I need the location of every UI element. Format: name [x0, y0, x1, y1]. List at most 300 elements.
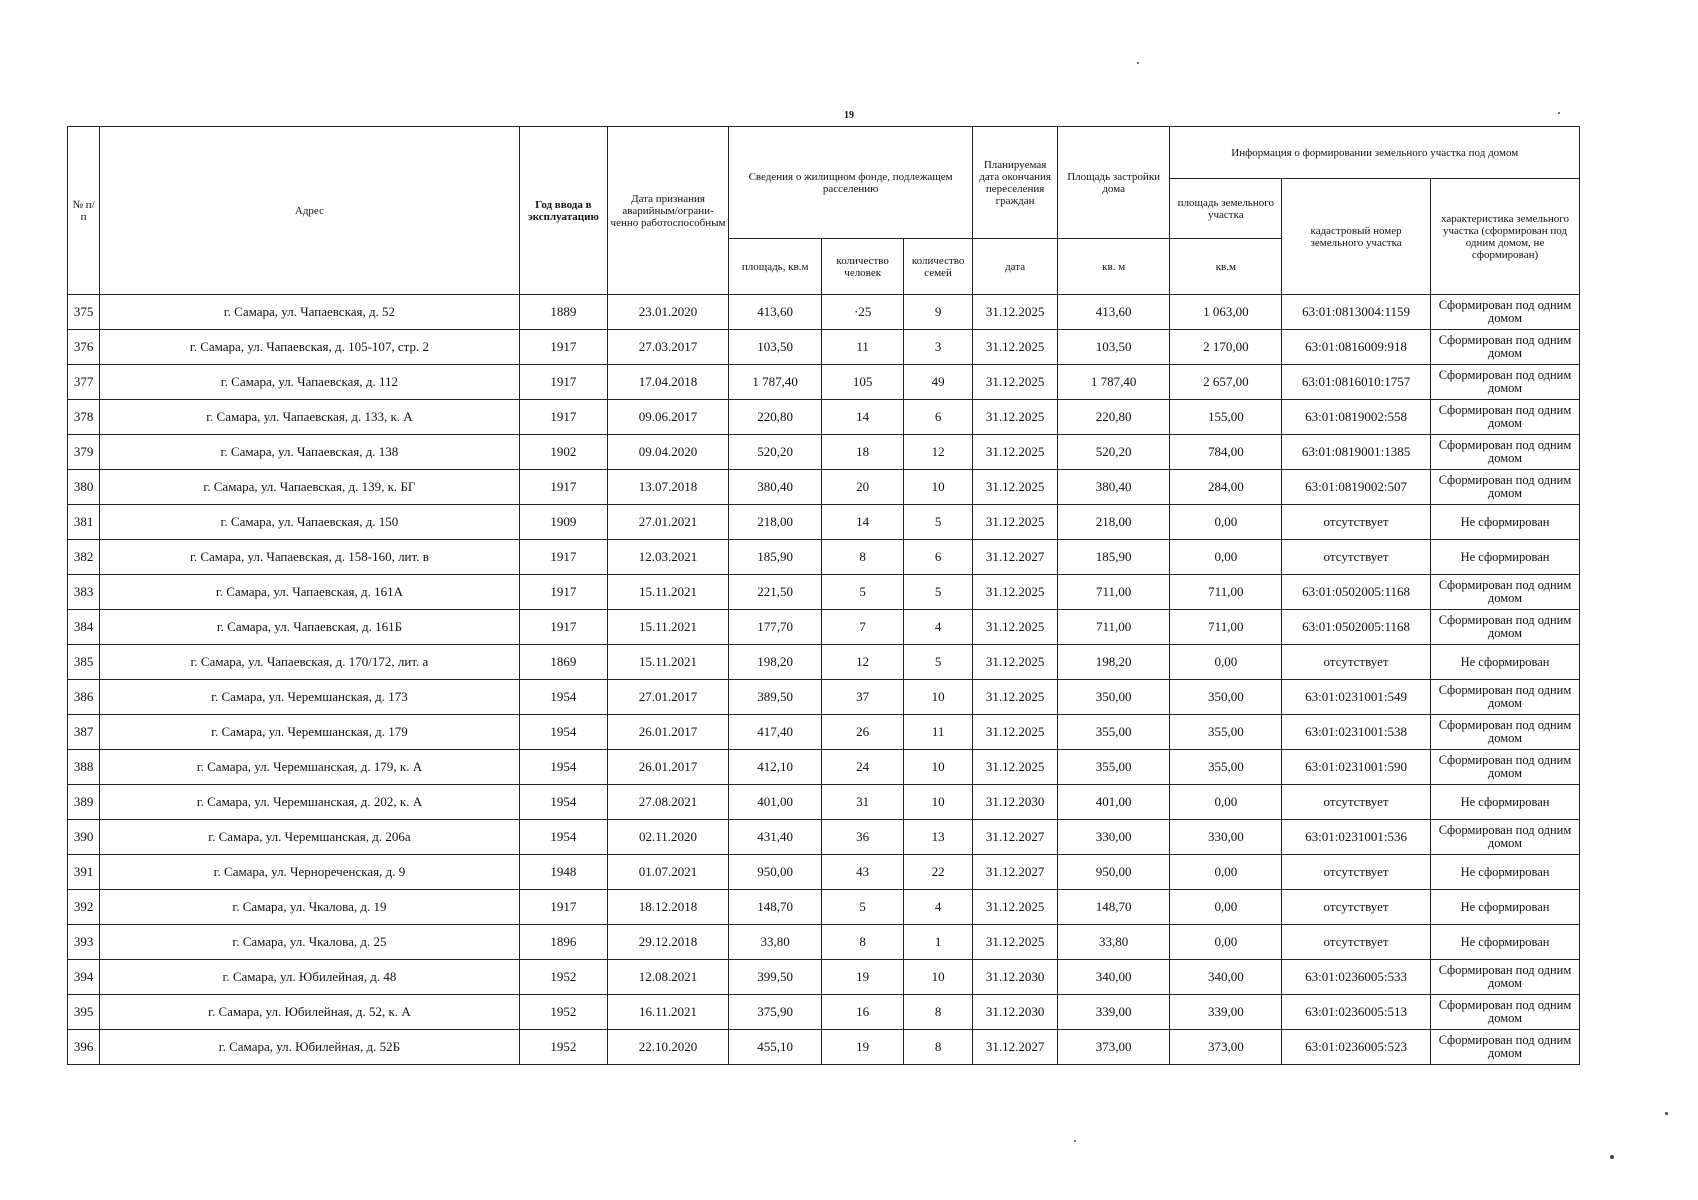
- row-number: 376: [68, 330, 100, 365]
- families-cell: 49: [903, 365, 972, 400]
- planned-date-cell: 31.12.2025: [973, 295, 1058, 330]
- row-number: 375: [68, 295, 100, 330]
- area-cell: 399,50: [728, 960, 822, 995]
- planned-date-cell: 31.12.2025: [973, 750, 1058, 785]
- recognition-date-cell: 12.08.2021: [608, 960, 729, 995]
- row-number: 380: [68, 470, 100, 505]
- people-cell: 16: [822, 995, 903, 1030]
- people-cell: 5: [822, 575, 903, 610]
- address-cell: г. Самара, ул. Чернореченская, д. 9: [100, 855, 519, 890]
- building-area-cell: 198,20: [1057, 645, 1170, 680]
- planned-date-cell: 31.12.2025: [973, 435, 1058, 470]
- building-area-cell: 1 787,40: [1057, 365, 1170, 400]
- table-row: [68, 960, 1580, 995]
- status-cell: Не сформирован: [1431, 785, 1580, 820]
- row-number: 377: [68, 365, 100, 400]
- people-cell: 31: [822, 785, 903, 820]
- year-cell: 1917: [519, 890, 608, 925]
- table-row: [68, 365, 1580, 400]
- area-cell: 401,00: [728, 785, 822, 820]
- area-cell: 177,70: [728, 610, 822, 645]
- row-number: 389: [68, 785, 100, 820]
- header-people: количество человек: [822, 239, 903, 295]
- people-cell: 12: [822, 645, 903, 680]
- address-cell: г. Самара, ул. Юбилейная, д. 48: [100, 960, 519, 995]
- header-land-kvm: кв.м: [1170, 239, 1282, 295]
- families-cell: 10: [903, 470, 972, 505]
- people-cell: 24: [822, 750, 903, 785]
- people-cell: 19: [822, 1030, 903, 1065]
- status-cell: Не сформирован: [1431, 925, 1580, 960]
- cadastral-cell: 63:01:0813004:1159: [1282, 295, 1431, 330]
- status-cell: Сформирован под одним домом: [1431, 610, 1580, 645]
- table-row: [68, 645, 1580, 680]
- planned-date-cell: 31.12.2025: [973, 715, 1058, 750]
- header-building-area: Площадь застройки дома: [1057, 127, 1170, 239]
- land-area-cell: 284,00: [1170, 470, 1282, 505]
- planned-date-cell: 31.12.2025: [973, 330, 1058, 365]
- address-cell: г. Самара, ул. Чкалова, д. 19: [100, 890, 519, 925]
- recognition-date-cell: 29.12.2018: [608, 925, 729, 960]
- year-cell: 1896: [519, 925, 608, 960]
- year-cell: 1952: [519, 960, 608, 995]
- header-recognition-date: Дата признания аварийным/ограни-ченно работоспособным: [608, 127, 729, 295]
- year-cell: 1954: [519, 820, 608, 855]
- row-number: 396: [68, 1030, 100, 1065]
- status-cell: Сформирован под одним домом: [1431, 1030, 1580, 1065]
- people-cell: 26: [822, 715, 903, 750]
- table-row: [68, 540, 1580, 575]
- area-cell: 218,00: [728, 505, 822, 540]
- row-number: 378: [68, 400, 100, 435]
- families-cell: 13: [903, 820, 972, 855]
- row-number: 394: [68, 960, 100, 995]
- status-cell: Сформирован под одним домом: [1431, 680, 1580, 715]
- emergency-housing-table: [67, 126, 1580, 1065]
- families-cell: 10: [903, 680, 972, 715]
- header-housing-group: Сведения о жилищном фонде, подлежащем расселению: [728, 127, 972, 239]
- year-cell: 1952: [519, 995, 608, 1030]
- address-cell: г. Самара, ул. Юбилейная, д. 52, к. А: [100, 995, 519, 1030]
- status-cell: Сформирован под одним домом: [1431, 295, 1580, 330]
- table-row: [68, 855, 1580, 890]
- year-cell: 1917: [519, 400, 608, 435]
- land-area-cell: 2 170,00: [1170, 330, 1282, 365]
- year-cell: 1917: [519, 540, 608, 575]
- area-cell: 220,80: [728, 400, 822, 435]
- planned-date-cell: 31.12.2027: [973, 855, 1058, 890]
- area-cell: 103,50: [728, 330, 822, 365]
- cadastral-cell: 63:01:0231001:590: [1282, 750, 1431, 785]
- address-cell: г. Самара, ул. Чапаевская, д. 161А: [100, 575, 519, 610]
- families-cell: 5: [903, 575, 972, 610]
- area-cell: 455,10: [728, 1030, 822, 1065]
- area-cell: 198,20: [728, 645, 822, 680]
- people-cell: 5: [822, 890, 903, 925]
- recognition-date-cell: 27.03.2017: [608, 330, 729, 365]
- recognition-date-cell: 15.11.2021: [608, 645, 729, 680]
- status-cell: Сформирован под одним домом: [1431, 575, 1580, 610]
- header-area: площадь, кв.м: [728, 239, 822, 295]
- cadastral-cell: 63:01:0816009:918: [1282, 330, 1431, 365]
- area-cell: 375,90: [728, 995, 822, 1030]
- status-cell: Не сформирован: [1431, 540, 1580, 575]
- year-cell: 1902: [519, 435, 608, 470]
- table-row: [68, 470, 1580, 505]
- planned-date-cell: 31.12.2027: [973, 1030, 1058, 1065]
- families-cell: 8: [903, 1030, 972, 1065]
- building-area-cell: 340,00: [1057, 960, 1170, 995]
- row-number: 386: [68, 680, 100, 715]
- row-number: 387: [68, 715, 100, 750]
- cadastral-cell: 63:01:0231001:549: [1282, 680, 1431, 715]
- table-row: [68, 330, 1580, 365]
- header-land-area: площадь земельного участка: [1170, 179, 1282, 239]
- land-area-cell: 0,00: [1170, 645, 1282, 680]
- families-cell: 4: [903, 890, 972, 925]
- land-area-cell: 711,00: [1170, 575, 1282, 610]
- planned-date-cell: 31.12.2025: [973, 610, 1058, 645]
- recognition-date-cell: 15.11.2021: [608, 575, 729, 610]
- table-row: [68, 680, 1580, 715]
- recognition-date-cell: 18.12.2018: [608, 890, 729, 925]
- status-cell: Не сформирован: [1431, 505, 1580, 540]
- people-cell: 36: [822, 820, 903, 855]
- recognition-date-cell: 26.01.2017: [608, 750, 729, 785]
- table-row: [68, 505, 1580, 540]
- families-cell: 1: [903, 925, 972, 960]
- building-area-cell: 33,80: [1057, 925, 1170, 960]
- building-area-cell: 373,00: [1057, 1030, 1170, 1065]
- families-cell: 4: [903, 610, 972, 645]
- address-cell: г. Самара, ул. Чапаевская, д. 170/172, лит. а: [100, 645, 519, 680]
- table-row: [68, 295, 1580, 330]
- land-area-cell: 155,00: [1170, 400, 1282, 435]
- cadastral-cell: отсутствует: [1282, 540, 1431, 575]
- planned-date-cell: 31.12.2025: [973, 925, 1058, 960]
- table-row: [68, 715, 1580, 750]
- status-cell: Не сформирован: [1431, 890, 1580, 925]
- cadastral-cell: 63:01:0819002:507: [1282, 470, 1431, 505]
- cadastral-cell: 63:01:0502005:1168: [1282, 610, 1431, 645]
- row-number: 391: [68, 855, 100, 890]
- status-cell: Сформирован под одним домом: [1431, 400, 1580, 435]
- land-area-cell: 711,00: [1170, 610, 1282, 645]
- building-area-cell: 330,00: [1057, 820, 1170, 855]
- address-cell: г. Самара, ул. Чапаевская, д. 138: [100, 435, 519, 470]
- families-cell: 9: [903, 295, 972, 330]
- families-cell: 6: [903, 400, 972, 435]
- people-cell: 43: [822, 855, 903, 890]
- area-cell: 950,00: [728, 855, 822, 890]
- address-cell: г. Самара, ул. Черемшанская, д. 179: [100, 715, 519, 750]
- table-row: [68, 925, 1580, 960]
- year-cell: 1917: [519, 330, 608, 365]
- land-area-cell: 0,00: [1170, 785, 1282, 820]
- land-area-cell: 0,00: [1170, 505, 1282, 540]
- families-cell: 10: [903, 960, 972, 995]
- planned-date-cell: 31.12.2027: [973, 540, 1058, 575]
- people-cell: 19: [822, 960, 903, 995]
- building-area-cell: 355,00: [1057, 715, 1170, 750]
- families-cell: 5: [903, 505, 972, 540]
- year-cell: 1917: [519, 470, 608, 505]
- area-cell: 1 787,40: [728, 365, 822, 400]
- year-cell: 1948: [519, 855, 608, 890]
- year-cell: 1917: [519, 575, 608, 610]
- land-area-cell: 350,00: [1170, 680, 1282, 715]
- scan-speck: [1558, 112, 1560, 114]
- recognition-date-cell: 22.10.2020: [608, 1030, 729, 1065]
- status-cell: Не сформирован: [1431, 645, 1580, 680]
- building-area-cell: 103,50: [1057, 330, 1170, 365]
- row-number: 393: [68, 925, 100, 960]
- address-cell: г. Самара, ул. Черемшанская, д. 202, к. А: [100, 785, 519, 820]
- area-cell: 520,20: [728, 435, 822, 470]
- recognition-date-cell: 27.08.2021: [608, 785, 729, 820]
- address-cell: г. Самара, ул. Черемшанская, д. 206а: [100, 820, 519, 855]
- table-row: [68, 995, 1580, 1030]
- people-cell: 20: [822, 470, 903, 505]
- building-area-cell: 355,00: [1057, 750, 1170, 785]
- planned-date-cell: 31.12.2025: [973, 470, 1058, 505]
- people-cell: 8: [822, 925, 903, 960]
- status-cell: Сформирован под одним домом: [1431, 330, 1580, 365]
- planned-date-cell: 31.12.2025: [973, 365, 1058, 400]
- land-area-cell: 355,00: [1170, 750, 1282, 785]
- families-cell: 22: [903, 855, 972, 890]
- address-cell: г. Самара, ул. Черемшанская, д. 173: [100, 680, 519, 715]
- status-cell: Сформирован под одним домом: [1431, 995, 1580, 1030]
- header-year: Год ввода в эксплуатацию: [519, 127, 608, 295]
- building-area-cell: 520,20: [1057, 435, 1170, 470]
- recognition-date-cell: 17.04.2018: [608, 365, 729, 400]
- building-area-cell: 380,40: [1057, 470, 1170, 505]
- header-cadastral: кадастровый номер земельного участка: [1282, 179, 1431, 295]
- land-area-cell: 0,00: [1170, 925, 1282, 960]
- cadastral-cell: 63:01:0819002:558: [1282, 400, 1431, 435]
- status-cell: Сформирован под одним домом: [1431, 960, 1580, 995]
- address-cell: г. Самара, ул. Чапаевская, д. 139, к. БГ: [100, 470, 519, 505]
- header-families: количество семей: [903, 239, 972, 295]
- land-area-cell: 339,00: [1170, 995, 1282, 1030]
- table-row: [68, 820, 1580, 855]
- table-row: [68, 435, 1580, 470]
- year-cell: 1917: [519, 610, 608, 645]
- land-area-cell: 784,00: [1170, 435, 1282, 470]
- header-address: Адрес: [100, 127, 519, 295]
- building-area-cell: 218,00: [1057, 505, 1170, 540]
- land-area-cell: 373,00: [1170, 1030, 1282, 1065]
- address-cell: г. Самара, ул. Чапаевская, д. 105-107, стр. 2: [100, 330, 519, 365]
- address-cell: г. Самара, ул. Чапаевская, д. 150: [100, 505, 519, 540]
- status-cell: Сформирован под одним домом: [1431, 750, 1580, 785]
- land-area-cell: 0,00: [1170, 890, 1282, 925]
- people-cell: ·25: [822, 295, 903, 330]
- planned-date-cell: 31.12.2027: [973, 820, 1058, 855]
- table-row: [68, 890, 1580, 925]
- header-num: № п/п: [68, 127, 100, 295]
- planned-date-cell: 31.12.2030: [973, 995, 1058, 1030]
- land-area-cell: 330,00: [1170, 820, 1282, 855]
- planned-date-cell: 31.12.2025: [973, 645, 1058, 680]
- area-cell: 417,40: [728, 715, 822, 750]
- address-cell: г. Самара, ул. Чапаевская, д. 161Б: [100, 610, 519, 645]
- cadastral-cell: 63:01:0819001:1385: [1282, 435, 1431, 470]
- scan-speck: [1074, 1140, 1076, 1142]
- scan-speck: [1610, 1155, 1614, 1159]
- cadastral-cell: отсутствует: [1282, 505, 1431, 540]
- building-area-cell: 401,00: [1057, 785, 1170, 820]
- recognition-date-cell: 09.06.2017: [608, 400, 729, 435]
- year-cell: 1952: [519, 1030, 608, 1065]
- land-area-cell: 2 657,00: [1170, 365, 1282, 400]
- year-cell: 1954: [519, 750, 608, 785]
- table-row: [68, 750, 1580, 785]
- building-area-cell: 350,00: [1057, 680, 1170, 715]
- planned-date-cell: 31.12.2030: [973, 785, 1058, 820]
- area-cell: 380,40: [728, 470, 822, 505]
- area-cell: 185,90: [728, 540, 822, 575]
- row-number: 385: [68, 645, 100, 680]
- building-area-cell: 339,00: [1057, 995, 1170, 1030]
- status-cell: Не сформирован: [1431, 855, 1580, 890]
- people-cell: 8: [822, 540, 903, 575]
- families-cell: 12: [903, 435, 972, 470]
- planned-date-cell: 31.12.2030: [973, 960, 1058, 995]
- status-cell: Сформирован под одним домом: [1431, 365, 1580, 400]
- scan-speck: [1665, 1112, 1668, 1115]
- planned-date-cell: 31.12.2025: [973, 400, 1058, 435]
- row-number: 384: [68, 610, 100, 645]
- recognition-date-cell: 09.04.2020: [608, 435, 729, 470]
- row-number: 392: [68, 890, 100, 925]
- families-cell: 6: [903, 540, 972, 575]
- building-area-cell: 413,60: [1057, 295, 1170, 330]
- cadastral-cell: 63:01:0236005:533: [1282, 960, 1431, 995]
- building-area-cell: 711,00: [1057, 610, 1170, 645]
- cadastral-cell: 63:01:0816010:1757: [1282, 365, 1431, 400]
- recognition-date-cell: 27.01.2017: [608, 680, 729, 715]
- building-area-cell: 148,70: [1057, 890, 1170, 925]
- cadastral-cell: 63:01:0502005:1168: [1282, 575, 1431, 610]
- cadastral-cell: отсутствует: [1282, 925, 1431, 960]
- planned-date-cell: 31.12.2025: [973, 680, 1058, 715]
- status-cell: Сформирован под одним домом: [1431, 435, 1580, 470]
- land-area-cell: 0,00: [1170, 855, 1282, 890]
- table-row: [68, 610, 1580, 645]
- people-cell: 37: [822, 680, 903, 715]
- building-area-cell: 950,00: [1057, 855, 1170, 890]
- cadastral-cell: отсутствует: [1282, 645, 1431, 680]
- row-number: 381: [68, 505, 100, 540]
- header-characteristic: характеристика земельного участка (сформирован под одним домом, не сформирован): [1431, 179, 1580, 295]
- cadastral-cell: отсутствует: [1282, 855, 1431, 890]
- recognition-date-cell: 27.01.2021: [608, 505, 729, 540]
- year-cell: 1954: [519, 680, 608, 715]
- recognition-date-cell: 13.07.2018: [608, 470, 729, 505]
- area-cell: 33,80: [728, 925, 822, 960]
- area-cell: 431,40: [728, 820, 822, 855]
- land-area-cell: 340,00: [1170, 960, 1282, 995]
- status-cell: Сформирован под одним домом: [1431, 715, 1580, 750]
- cadastral-cell: 63:01:0231001:538: [1282, 715, 1431, 750]
- land-area-cell: 1 063,00: [1170, 295, 1282, 330]
- address-cell: г. Самара, ул. Чкалова, д. 25: [100, 925, 519, 960]
- address-cell: г. Самара, ул. Чапаевская, д. 52: [100, 295, 519, 330]
- year-cell: 1954: [519, 785, 608, 820]
- row-number: 379: [68, 435, 100, 470]
- status-cell: Сформирован под одним домом: [1431, 820, 1580, 855]
- table-row: [68, 1030, 1580, 1065]
- people-cell: 14: [822, 505, 903, 540]
- row-number: 383: [68, 575, 100, 610]
- year-cell: 1909: [519, 505, 608, 540]
- land-area-cell: 355,00: [1170, 715, 1282, 750]
- status-cell: Сформирован под одним домом: [1431, 470, 1580, 505]
- address-cell: г. Самара, ул. Юбилейная, д. 52Б: [100, 1030, 519, 1065]
- families-cell: 10: [903, 750, 972, 785]
- year-cell: 1917: [519, 365, 608, 400]
- header-planned-date: Планируемая дата окончания переселения граждан: [973, 127, 1058, 239]
- cadastral-cell: отсутствует: [1282, 890, 1431, 925]
- year-cell: 1869: [519, 645, 608, 680]
- row-number: 390: [68, 820, 100, 855]
- year-cell: 1954: [519, 715, 608, 750]
- area-cell: 413,60: [728, 295, 822, 330]
- address-cell: г. Самара, ул. Черемшанская, д. 179, к. А: [100, 750, 519, 785]
- header-date: дата: [973, 239, 1058, 295]
- header-land-group: Информация о формировании земельного участка под домом: [1170, 127, 1580, 179]
- recognition-date-cell: 15.11.2021: [608, 610, 729, 645]
- area-cell: 221,50: [728, 575, 822, 610]
- people-cell: 14: [822, 400, 903, 435]
- table-body: [68, 295, 1580, 1065]
- families-cell: 8: [903, 995, 972, 1030]
- people-cell: 11: [822, 330, 903, 365]
- planned-date-cell: 31.12.2025: [973, 575, 1058, 610]
- cadastral-cell: 63:01:0236005:513: [1282, 995, 1431, 1030]
- table-row: [68, 575, 1580, 610]
- area-cell: 389,50: [728, 680, 822, 715]
- people-cell: 18: [822, 435, 903, 470]
- building-area-cell: 711,00: [1057, 575, 1170, 610]
- page-number: 19: [844, 110, 854, 121]
- row-number: 395: [68, 995, 100, 1030]
- recognition-date-cell: 01.07.2021: [608, 855, 729, 890]
- area-cell: 148,70: [728, 890, 822, 925]
- families-cell: 5: [903, 645, 972, 680]
- cadastral-cell: 63:01:0236005:523: [1282, 1030, 1431, 1065]
- cadastral-cell: отсутствует: [1282, 785, 1431, 820]
- address-cell: г. Самара, ул. Чапаевская, д. 112: [100, 365, 519, 400]
- building-area-cell: 185,90: [1057, 540, 1170, 575]
- address-cell: г. Самара, ул. Чапаевская, д. 158-160, лит. в: [100, 540, 519, 575]
- land-area-cell: 0,00: [1170, 540, 1282, 575]
- row-number: 382: [68, 540, 100, 575]
- planned-date-cell: 31.12.2025: [973, 890, 1058, 925]
- families-cell: 11: [903, 715, 972, 750]
- recognition-date-cell: 12.03.2021: [608, 540, 729, 575]
- table-row: [68, 400, 1580, 435]
- recognition-date-cell: 23.01.2020: [608, 295, 729, 330]
- year-cell: 1889: [519, 295, 608, 330]
- area-cell: 412,10: [728, 750, 822, 785]
- families-cell: 3: [903, 330, 972, 365]
- recognition-date-cell: 16.11.2021: [608, 995, 729, 1030]
- recognition-date-cell: 02.11.2020: [608, 820, 729, 855]
- building-area-cell: 220,80: [1057, 400, 1170, 435]
